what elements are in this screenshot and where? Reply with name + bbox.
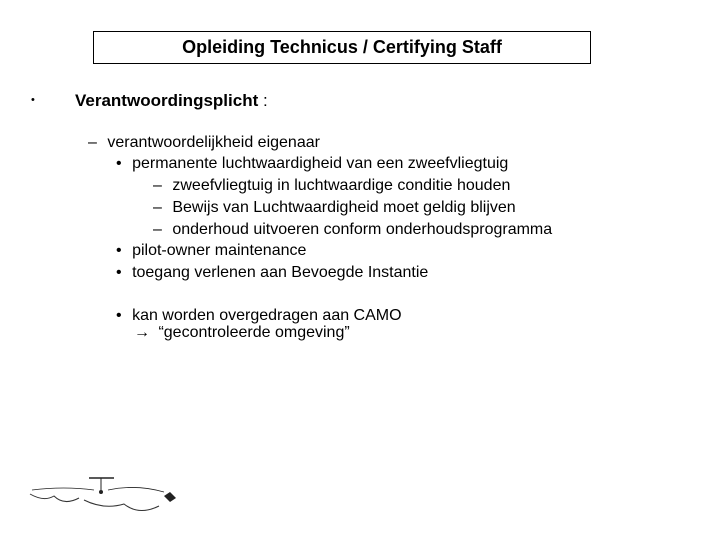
list-item-level1 <box>88 133 320 153</box>
list-item-text: verantwoordelijkheid eigenaar <box>107 134 320 151</box>
bullet-marker: • <box>116 242 122 259</box>
bullet-marker: • <box>116 264 122 281</box>
slide-title-text: Opleiding Technicus / Certifying Staff <box>182 37 502 57</box>
dash-marker: – <box>88 134 97 151</box>
list-item-text: onderhoud uitvoeren conform onderhoudsprogramma <box>172 221 553 238</box>
list-item-text: toegang verlenen aan Bevoegde Instantie <box>132 264 429 281</box>
list-item-text: kan worden overgedragen aan CAMO <box>132 307 402 324</box>
bullet-marker: • <box>116 307 122 324</box>
list-item-level3 <box>153 176 510 196</box>
arrow-right-icon: → <box>134 324 150 341</box>
list-item-level2 <box>116 241 306 261</box>
list-item-level3 <box>153 220 552 240</box>
heading-bullet: • <box>31 94 35 106</box>
list-item-text: Bewijs van Luchtwaardigheid moet geldig blijven <box>172 199 516 216</box>
heading-colon: : <box>258 91 268 110</box>
section-heading <box>75 91 268 111</box>
heading-bold-text: Verantwoordingsplicht <box>75 91 259 110</box>
list-item-continuation <box>134 323 350 343</box>
list-item-text: zweefvliegtuig in luchtwaardige conditie houden <box>172 177 511 194</box>
list-item-level2 <box>116 263 428 283</box>
list-item-level3 <box>153 198 516 218</box>
club-logo <box>24 470 184 520</box>
dash-marker: – <box>153 221 162 238</box>
list-item-text: “gecontroleerde omgeving” <box>158 324 350 341</box>
bullet-marker: • <box>116 155 122 172</box>
list-item-level2 <box>116 154 508 174</box>
list-item-text: permanente luchtwaardigheid van een zweefvliegtuig <box>132 155 509 172</box>
dash-marker: – <box>153 177 162 194</box>
list-item-text: pilot-owner maintenance <box>132 242 307 259</box>
dash-marker: – <box>153 199 162 216</box>
slide-title <box>93 31 591 64</box>
